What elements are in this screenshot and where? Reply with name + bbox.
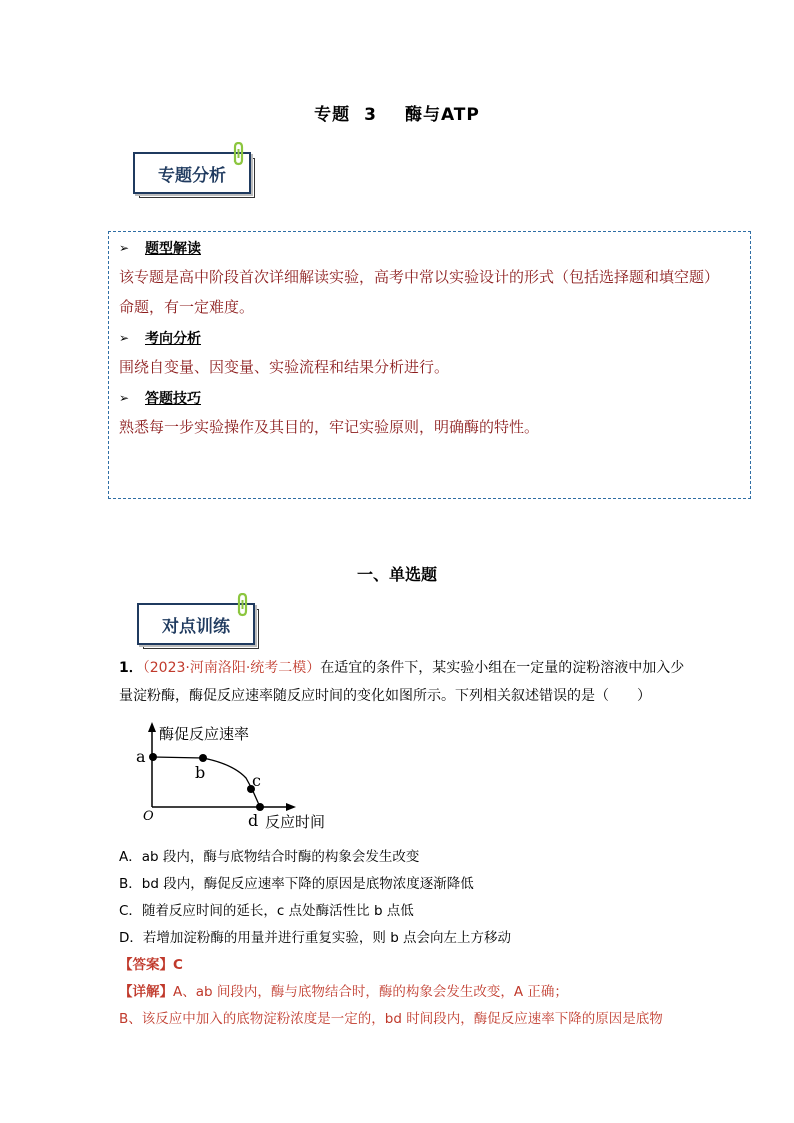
rate-curve bbox=[153, 757, 260, 807]
question-stem: 1．（2023·河南洛阳·统考二模）在适宜的条件下，某实验小组在一定量的淀粉溶液中加入少 量淀粉酶，酶促反应速率随反应时间的变化如图所示。下列相关叙述错误的是（ ） bbox=[119, 660, 685, 704]
label-c: c bbox=[252, 771, 261, 790]
label-b: b bbox=[195, 763, 206, 782]
answer-value: C bbox=[173, 957, 183, 973]
origin-label: O bbox=[143, 809, 154, 824]
label-d: d bbox=[248, 811, 259, 830]
point-a bbox=[149, 753, 157, 761]
enzyme-rate-figure bbox=[128, 718, 358, 838]
explanation-line-2: B、该反应中加入的底物淀粉浓度是一定的，bd 时间段内，酶促反应速率下降的原因是底物 bbox=[119, 1011, 663, 1027]
x-axis-arrow bbox=[286, 803, 296, 811]
y-axis-arrow bbox=[148, 722, 156, 732]
analysis-badge-label: 专题分析 bbox=[133, 152, 251, 194]
point-b bbox=[199, 754, 207, 762]
y-axis-label: 酶促反应速率 bbox=[159, 725, 250, 743]
arrow-bullet-icon: ➢ bbox=[119, 391, 130, 405]
analysis-item-2-heading: ➢ 考向分析 bbox=[119, 331, 201, 347]
title-main: 酶与ATP bbox=[404, 105, 480, 125]
explanation-line-1: 【详解】A、ab 间段内，酶与底物结合时，酶的构象会发生改变，A 正确； bbox=[119, 984, 568, 1000]
training-badge-label: 对点训练 bbox=[137, 603, 255, 645]
option-d: D．若增加淀粉酶的用量并进行重复实验，则 b 点会向左上方移动 bbox=[119, 930, 512, 946]
paperclip-icon bbox=[231, 142, 245, 166]
page-title bbox=[0, 100, 794, 125]
title-prefix: 专题 bbox=[314, 105, 351, 125]
arrow-bullet-icon: ➢ bbox=[119, 331, 130, 345]
analysis-item-1-text: 该专题是高中阶段首次详细解读实验，高考中常以实验设计的形式（包括选择题和填空题） 命题，有一定难度。 bbox=[119, 268, 720, 316]
question-number: 1． bbox=[119, 660, 143, 676]
analysis-item-3-heading: ➢ 答题技巧 bbox=[119, 391, 201, 407]
label-a: a bbox=[136, 747, 146, 766]
option-b: B．bd 段内，酶促反应速率下降的原因是底物浓度逐渐降低 bbox=[119, 876, 474, 892]
option-c: C．随着反应时间的延长，c 点处酶活性比 b 点低 bbox=[119, 903, 414, 919]
x-axis-label: 反应时间 bbox=[265, 813, 326, 831]
analysis-item-2-text: 围绕自变量、因变量、实验流程和结果分析进行。 bbox=[119, 358, 450, 376]
section-title: 一、单选题 bbox=[356, 565, 437, 584]
answer-line: 【答案】C bbox=[119, 957, 183, 973]
analysis-badge bbox=[133, 152, 257, 196]
paperclip-icon bbox=[235, 593, 249, 617]
option-a: A．ab 段内，酶与底物结合时酶的构象会发生改变 bbox=[119, 849, 420, 865]
title-number: 3 bbox=[364, 105, 377, 125]
analysis-item-1-heading: ➢ 题型解读 bbox=[119, 241, 201, 257]
training-badge bbox=[137, 603, 261, 647]
arrow-bullet-icon: ➢ bbox=[119, 241, 130, 255]
question-source: （2023·河南洛阳·统考二模） bbox=[142, 660, 321, 676]
analysis-item-3-text: 熟悉每一步实验操作及其目的，牢记实验原则，明确酶的特性。 bbox=[119, 418, 540, 436]
point-d bbox=[256, 803, 264, 811]
